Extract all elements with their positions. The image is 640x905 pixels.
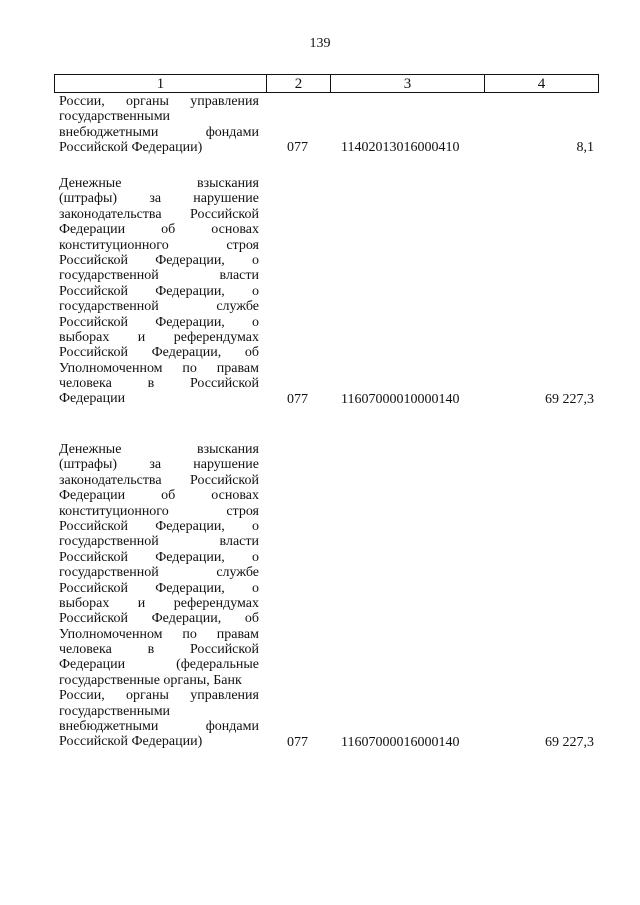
description-word: основах: [211, 222, 259, 238]
description-word: государственной: [59, 299, 159, 315]
description-line: [59, 94, 259, 109]
description-word: управления: [190, 94, 259, 109]
row-description: [59, 94, 259, 156]
description-line: [59, 627, 259, 642]
row-description: [59, 442, 259, 750]
description-word: Российской: [59, 549, 128, 565]
description-word: по: [182, 360, 197, 376]
description-word: в: [147, 376, 155, 392]
description-word: Российской: [59, 345, 128, 361]
description-line: [59, 222, 259, 237]
description-word: Федерации,: [155, 314, 225, 330]
description-line: [59, 376, 259, 391]
description-word: нарушение: [193, 457, 259, 473]
description-word: службе: [216, 565, 259, 581]
description-line: [59, 611, 259, 626]
description-word: Федерации: [59, 222, 126, 238]
description-word: Российской Федерации): [59, 140, 203, 156]
description-word: органы: [126, 94, 169, 109]
description-word: за: [149, 191, 162, 207]
description-word: Федерации,: [155, 580, 225, 596]
description-word: конституционного: [59, 237, 169, 253]
description-line: [59, 207, 259, 222]
description-word: внебюджетными: [59, 124, 159, 140]
description-word: взыскания: [197, 442, 259, 457]
description-word: и: [137, 595, 146, 611]
description-word: о: [252, 252, 259, 268]
description-word: государственные органы, Банк: [59, 672, 242, 688]
description-word: власти: [219, 534, 259, 550]
description-word: Российской: [190, 206, 259, 222]
row-kbk-code: 11402013016000410: [341, 140, 460, 156]
description-word: Федерации,: [151, 345, 222, 361]
description-line: [59, 473, 259, 488]
header-col-2: 2: [267, 75, 331, 93]
description-word: власти: [219, 268, 259, 284]
description-word: государственными: [59, 703, 171, 719]
description-word: человека: [59, 376, 112, 392]
description-line: [59, 191, 259, 206]
description-line: [59, 238, 259, 253]
description-line: [59, 391, 259, 406]
description-line: [59, 268, 259, 283]
description-word: за: [149, 457, 162, 473]
description-line: [59, 673, 259, 688]
header-col-4: 4: [485, 75, 599, 93]
description-word: Уполномоченном: [59, 626, 163, 642]
description-word: основах: [211, 488, 259, 504]
description-word: о: [252, 549, 259, 565]
table-header: [54, 74, 599, 93]
description-word: государственной: [59, 268, 159, 284]
description-word: Уполномоченном: [59, 360, 163, 376]
description-word: органы: [126, 688, 169, 704]
description-word: строя: [226, 237, 259, 253]
description-word: России,: [59, 94, 105, 109]
description-word: Российской: [190, 472, 259, 488]
description-word: управления: [190, 688, 259, 704]
description-word: законодательства: [59, 472, 162, 488]
description-word: Федерации: [59, 657, 126, 673]
description-word: Российской: [59, 314, 128, 330]
description-word: фондами: [205, 719, 259, 735]
description-word: референдумах: [173, 595, 259, 611]
description-word: государственными: [59, 109, 171, 125]
description-line: [59, 109, 259, 124]
description-line: [59, 581, 259, 596]
description-line: [59, 457, 259, 472]
description-word: службе: [216, 299, 259, 315]
row-admin-code: 077: [287, 734, 308, 750]
description-word: в: [147, 642, 155, 658]
description-word: Федерации: [59, 488, 126, 504]
row-amount: 69 227,3: [545, 734, 594, 750]
description-word: об: [244, 345, 259, 361]
description-line: [59, 488, 259, 503]
description-word: нарушение: [193, 191, 259, 207]
row-amount: 8,1: [576, 140, 594, 156]
description-word: Федерации,: [155, 518, 225, 534]
description-line: [59, 253, 259, 268]
description-word: о: [252, 580, 259, 596]
description-word: о: [252, 283, 259, 299]
header-col-3: 3: [331, 75, 485, 93]
description-word: выборах: [59, 595, 110, 611]
description-word: строя: [226, 503, 259, 519]
description-line: [59, 345, 259, 360]
description-word: (штрафы): [59, 191, 118, 207]
description-word: об: [244, 611, 259, 627]
description-line: [59, 176, 259, 191]
description-line: [59, 315, 259, 330]
description-word: фондами: [205, 124, 259, 140]
row-amount: 69 227,3: [545, 391, 594, 407]
description-line: [59, 330, 259, 345]
description-word: Российской: [59, 611, 128, 627]
description-word: Федерации,: [155, 549, 225, 565]
description-word: Денежные: [59, 442, 122, 457]
description-word: конституционного: [59, 503, 169, 519]
row-description: [59, 176, 259, 407]
description-word: Российской: [59, 252, 128, 268]
description-word: выборах: [59, 329, 110, 345]
description-line: [59, 519, 259, 534]
description-word: Российской: [59, 518, 128, 534]
description-line: [59, 704, 259, 719]
description-line: [59, 642, 259, 657]
description-word: Федерации,: [155, 252, 225, 268]
header-col-1: 1: [55, 75, 267, 93]
description-word: России,: [59, 688, 105, 704]
description-word: Федерации: [59, 391, 126, 407]
row-kbk-code: 11607000016000140: [341, 734, 460, 750]
description-line: [59, 734, 259, 749]
description-line: [59, 361, 259, 376]
description-word: референдумах: [173, 329, 259, 345]
page-number: 139: [309, 36, 331, 51]
description-word: Российской: [59, 283, 128, 299]
description-line: [59, 688, 259, 703]
row-admin-code: 077: [287, 391, 308, 407]
description-word: об: [161, 488, 176, 504]
description-line: [59, 534, 259, 549]
description-word: о: [252, 314, 259, 330]
description-word: внебюджетными: [59, 719, 159, 735]
description-word: Федерации,: [155, 283, 225, 299]
description-word: Российской: [189, 376, 259, 392]
description-word: Российской Федерации): [59, 734, 203, 750]
description-line: [59, 299, 259, 314]
description-word: правам: [216, 626, 259, 642]
description-line: [59, 140, 259, 155]
row-kbk-code: 11607000010000140: [341, 391, 460, 407]
description-line: [59, 442, 259, 457]
description-word: взыскания: [197, 176, 259, 191]
description-line: [59, 719, 259, 734]
description-word: (штрафы): [59, 457, 118, 473]
description-line: [59, 284, 259, 299]
description-word: Российской: [189, 642, 259, 658]
description-word: человека: [59, 642, 112, 658]
description-line: [59, 550, 259, 565]
description-word: Денежные: [59, 176, 122, 191]
row-admin-code: 077: [287, 140, 308, 156]
description-word: (федеральные: [176, 657, 259, 673]
description-word: государственной: [59, 565, 159, 581]
description-line: [59, 565, 259, 580]
description-word: по: [182, 626, 197, 642]
description-line: [59, 657, 259, 672]
description-word: Федерации,: [151, 611, 222, 627]
description-word: о: [252, 518, 259, 534]
description-line: [59, 504, 259, 519]
description-line: [59, 596, 259, 611]
description-word: законодательства: [59, 206, 162, 222]
description-word: и: [137, 329, 146, 345]
description-word: об: [161, 222, 176, 238]
description-word: Российской: [59, 580, 128, 596]
description-line: [59, 125, 259, 140]
description-word: правам: [216, 360, 259, 376]
description-word: государственной: [59, 534, 159, 550]
